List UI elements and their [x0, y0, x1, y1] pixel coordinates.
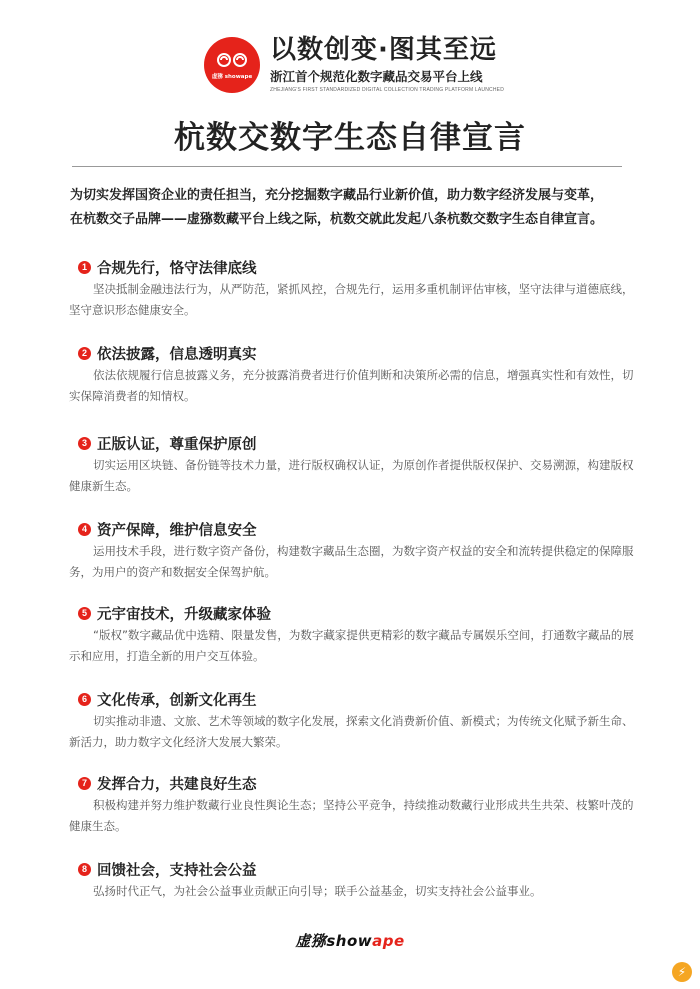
footer-brand-cn: 虚猕 — [295, 932, 327, 950]
intro-line: 为切实发挥国资企业的责任担当，充分挖掘数字藏品行业新价值，助力数字经济发展与变革， — [70, 188, 604, 203]
slogan: 以数创变·图其至远 — [270, 35, 497, 65]
footer-brand-ape: ape — [372, 932, 405, 950]
page-title: 杭数交数字生态自律宣言 — [174, 120, 526, 156]
clause-item — [69, 433, 638, 497]
clause-title: 合规先行，恪守法律底线 — [97, 260, 257, 277]
divider — [72, 166, 622, 167]
english-subline: ZHEJIANG'S FIRST STANDARDIZED DIGITAL COLLECTION TRADING PLATFORM LAUNCHED — [270, 87, 505, 93]
number-badge: 5 — [78, 607, 91, 620]
clause-item — [69, 343, 638, 407]
clause-item — [69, 773, 638, 837]
footer-brand — [0, 930, 700, 951]
clause-body: 坚决抵制金融违法行为，从严防范，紧抓风控，合规先行，运用多重机制评估审核，坚守法律与道德底线，坚守意识形态健康安全。 — [69, 282, 634, 317]
clause-item — [78, 859, 638, 902]
clause-title: 发挥合力，共建良好生态 — [97, 776, 257, 793]
intro-line: 在杭数交子品牌——虚猕数藏平台上线之际，杭数交就此发起八条杭数交数字生态自律宣言。 — [70, 212, 604, 227]
header — [204, 36, 504, 93]
brand-logo — [204, 37, 260, 93]
clause-body: 积极构建并努力维护数藏行业良性舆论生态；坚持公平竞争，持续推动数藏行业形成共生共荣、枝繁叶茂的健康生态。 — [69, 798, 634, 833]
number-badge: 6 — [78, 693, 91, 706]
clause-title: 资产保障，维护信息安全 — [97, 522, 257, 539]
clause-body: 弘扬时代正气，为社会公益事业贡献正向引导；联手公益基金，切实支持社会公益事业。 — [93, 884, 542, 898]
clause-title: 元宇宙技术，升级藏家体验 — [97, 606, 271, 623]
clause-item — [69, 689, 638, 753]
clause-item — [69, 603, 638, 667]
clause-body: “版权”数字藏品优中选精、限量发售，为数字藏家提供更精彩的数字藏品专属娱乐空间，打通数字藏品的展示和应用，打造全新的用户交互体验。 — [69, 628, 634, 663]
number-badge: 3 — [78, 437, 91, 450]
swirl-icon — [215, 50, 249, 70]
footer-brand-show: show — [326, 932, 373, 950]
clause-title: 回馈社会，支持社会公益 — [97, 862, 257, 879]
number-badge: 4 — [78, 523, 91, 536]
number-badge: 8 — [78, 863, 91, 876]
number-badge: 1 — [78, 261, 91, 274]
number-badge: 2 — [78, 347, 91, 360]
clause-title: 文化传承，创新文化再生 — [97, 692, 257, 709]
number-badge: 7 — [78, 777, 91, 790]
clause-item — [69, 519, 638, 583]
clause-body: 运用技术手段，进行数字资产备份，构建数字藏品生态圈，为数字资产权益的安全和流转提供稳定的保障服务，为用户的资产和数据安全保驾护航。 — [69, 544, 634, 579]
clause-body: 切实推动非遗、文旅、艺术等领域的数字化发展，探索文化消费新价值、新模式；为传统文化赋予新生命、新活力，助力数字文化经济大发展大繁荣。 — [69, 714, 634, 749]
subline: 浙江首个规范化数字藏品交易平台上线 — [270, 69, 483, 84]
clause-body: 切实运用区块链、备份链等技术力量，进行版权确权认证，为原创作者提供版权保护、交易溯源，构建版权健康新生态。 — [69, 458, 634, 493]
logo-label: 虚猕 showape — [211, 73, 253, 80]
intro-paragraph — [70, 184, 640, 232]
clause-item — [69, 257, 638, 321]
clause-title: 正版认证，尊重保护原创 — [97, 436, 257, 453]
clause-body: 依法依规履行信息披露义务，充分披露消费者进行价值判断和决策所必需的信息，增强真实性和有效性，切实保障消费者的知情权。 — [69, 368, 634, 403]
lightning-icon[interactable]: ⚡ — [672, 962, 692, 982]
clause-title: 依法披露，信息透明真实 — [97, 346, 257, 363]
